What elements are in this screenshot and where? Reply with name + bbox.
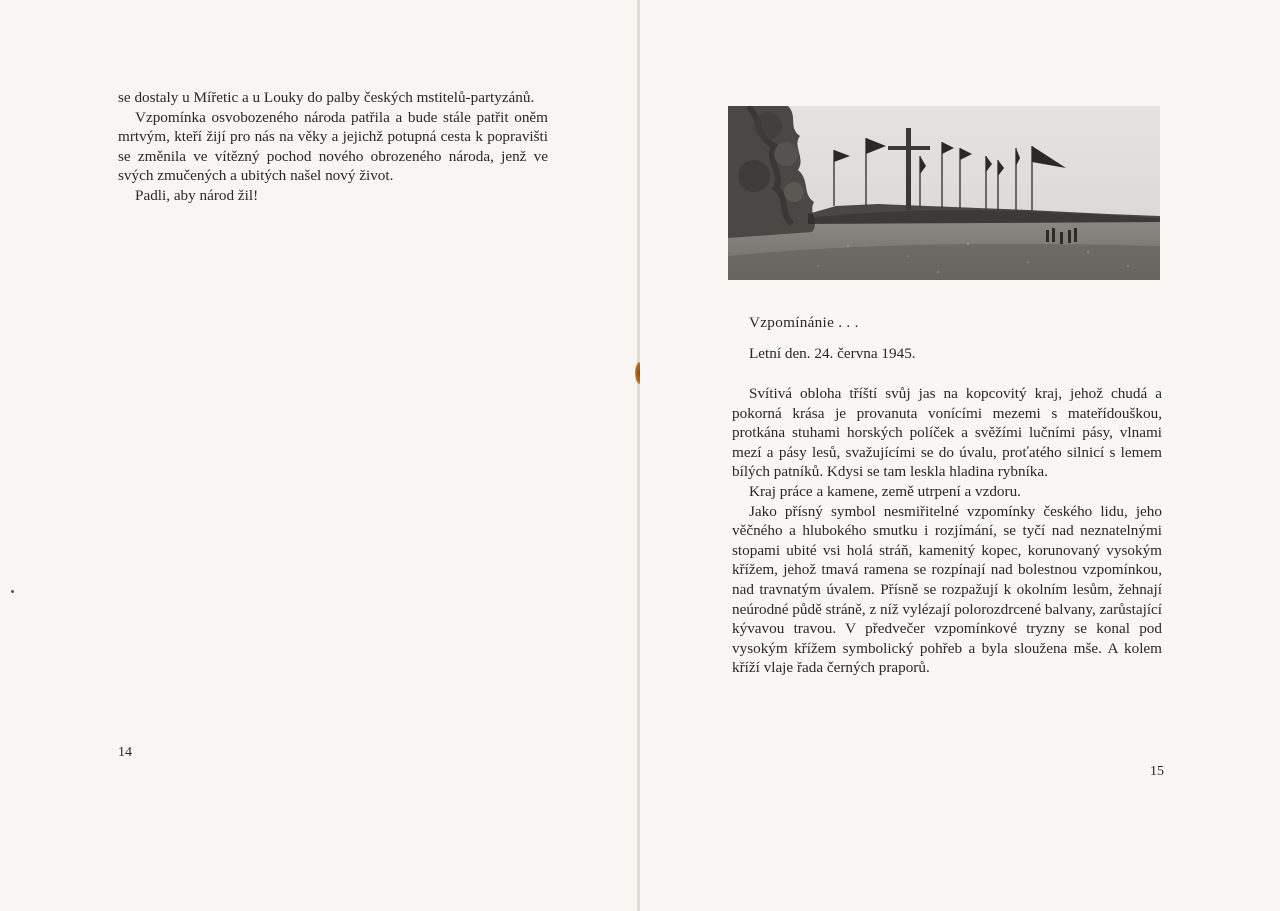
- left-page-text: [118, 88, 548, 206]
- right-paragraph-3: Jako přísný symbol nesmiřitelné vzpomínky českého lidu, jeho věčného a hlubokého smutku i rozjímání, se tyčí nad neznatelnými stopami ubité vsi holá stráň, kamenitý kopec, korunovaný vysokým křížem, jehož tmavá ramena se rozpínají nad bolestnou vzpomínkou, nad travnatým úvalem. Přísně se rozpažují k okolním lesům, žehnají neúrodné půdě stráně, z níž vylézají polorozdrcené balvany, zarůstající kývavou travou. V předvečer vzpomínkové tryzny se konal pod vysokým křížem symbolický pohřeb a byla sloužena mše. A kolem kříží vlaje řada černých praporů.: [732, 502, 1162, 677]
- right-paragraph-2: Kraj práce a kamene, země utrpení a vzdoru.: [749, 482, 1021, 500]
- section-heading: Vzpomínánie . . .: [749, 314, 859, 331]
- page-number-right: 15: [1150, 764, 1164, 779]
- ink-speck: [11, 590, 14, 593]
- right-page-text: [732, 384, 1162, 678]
- left-paragraph-2: Vzpomínka osvobozeného národa patřila a bude stále patřit oněm mrtvým, kteří žijí pro nás na věky a jejichž potupná cesta k popravišti se změnila ve vítězný pochod nového obrozeného národa, jenž ve svých zmučených a ubitých našel nový život.: [118, 108, 548, 185]
- left-paragraph-1: se dostaly u Mířetic a u Louky do palby českých mstitelů-partyzánů.: [118, 89, 535, 106]
- memorial-photo: [728, 106, 1160, 280]
- left-paragraph-3: Padli, aby národ žil!: [135, 186, 259, 204]
- page-number-left: 14: [118, 745, 132, 760]
- left-page: [0, 0, 638, 911]
- right-paragraph-1: Svítivá obloha tříští svůj jas na kopcovitý kraj, jehož chudá a pokorná krása je provanuta vonícími mezemi s mateřídouškou, protkána stuhami horských políček a svěžími lučními pásy, vlnami mezí a pásy lesů, svažujícími se do úvalu, proťatého silnicí s lemem bílých patníků. Kdysi se tam leskla hladina rybníka.: [732, 385, 1162, 481]
- date-line: Letní den. 24. června 1945.: [749, 345, 916, 362]
